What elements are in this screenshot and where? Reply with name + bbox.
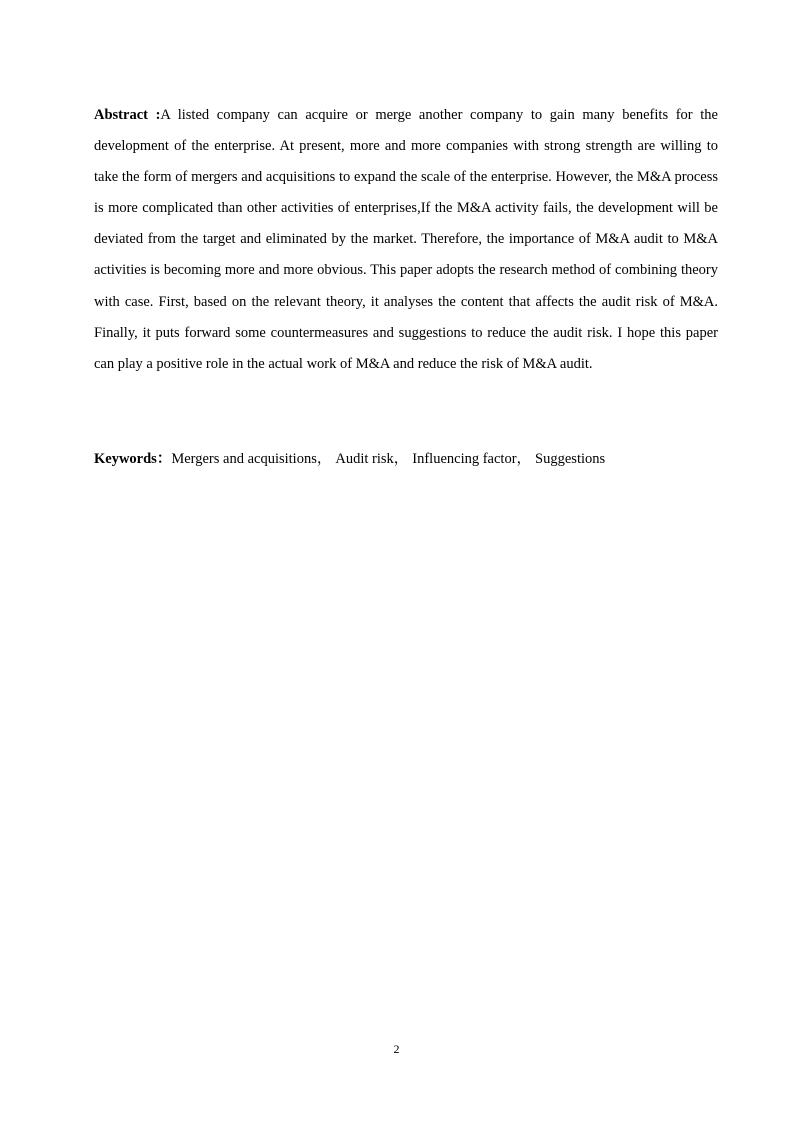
keyword-item: Mergers and acquisitions (171, 451, 317, 467)
keywords-label: Keywords： (94, 451, 172, 467)
keyword-separator: ， (316, 451, 332, 467)
page-number: 2 (393, 1042, 400, 1056)
keyword-item: Audit risk (335, 451, 394, 467)
abstract-label: Abstract : (94, 107, 161, 123)
keyword-separator: ， (516, 451, 532, 467)
keyword-item: Influencing factor (412, 451, 517, 467)
keyword-item: Suggestions (535, 451, 606, 467)
keywords-line (94, 444, 718, 475)
abstract-text: A listed company can acquire or merge another company to gain many benefits for the development of the enterprise. At present, more and more companies with strong strength are willing to take the form of mergers and acquisitions to expand the scale of the enterprise. However, the M&A process is more complicated than other activities of enterprises,If the M&A activity fails, the development will be deviated from the target and eliminated by the market. Therefore, the importance of M&A audit to M&A activities is becoming more and more obvious. This paper adopts the research method of combining theory with case. First, based on the relevant theory, it analyses the content that affects the audit risk of M&A. Finally, it puts forward some countermeasures and suggestions to reduce the audit risk. I hope this paper can play a positive role in the actual work of M&A and reduce the risk of M&A audit. (94, 107, 718, 372)
abstract-paragraph (94, 100, 718, 380)
keyword-separator: ， (393, 451, 409, 467)
